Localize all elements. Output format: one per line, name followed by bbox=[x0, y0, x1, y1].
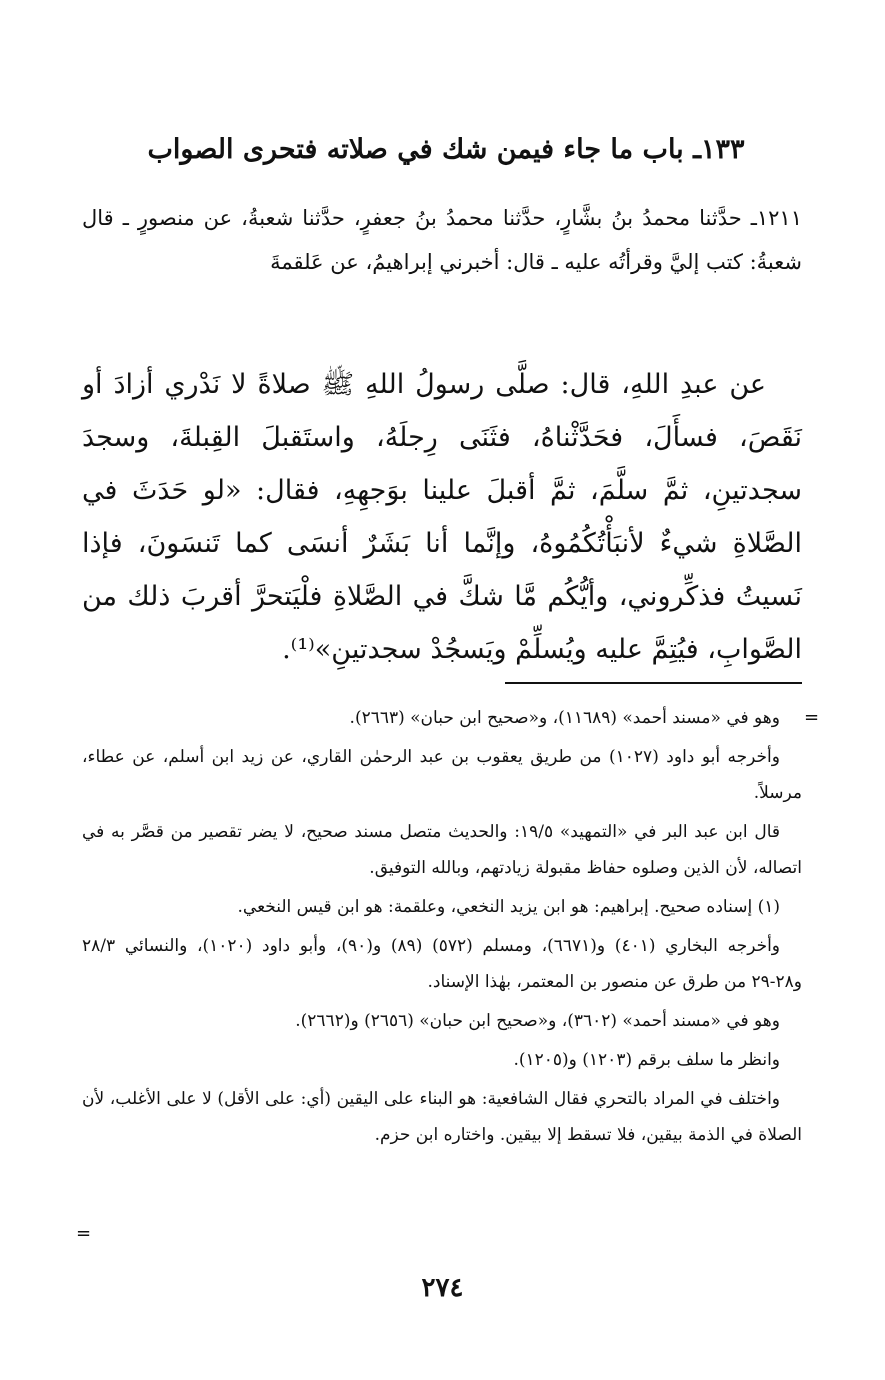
footnote-divider bbox=[505, 682, 802, 684]
hadith-matn bbox=[82, 358, 802, 676]
footnotes bbox=[82, 700, 802, 1156]
footnote-paragraph: وأخرجه أبو داود (١٠٢٧) من طريق يعقوب بن عبد الرحمٰن القاري، عن زيد ابن أسلم، عن عطاء، مرسلاً. bbox=[82, 747, 802, 803]
footnote-paragraph: وأخرجه البخاري (٤٠١) و(٦٦٧١)، ومسلم (٥٧٢) (٨٩) و(٩٠)، وأبو داود (١٠٢٠)، والنسائي ٢٨/٣ و٢٨-٢٩ من طرق عن منصور بن المعتمر، بهٰذا الإسناد. bbox=[82, 936, 802, 992]
footnote-paragraph: قال ابن عبد البر في «التمهيد» ١٩/٥: والحديث متصل مسند صحيح، لا يضر تقصير من قصَّر به في اتصاله، لأن الذين وصلوه حفاظ مقبولة زيادتهم، وبالله التوفيق. bbox=[82, 822, 802, 878]
isnad-text: ١٢١١ـ حدَّثنا محمدُ بنُ بشَّارٍ، حدَّثنا محمدُ بنُ جعفرٍ، حدَّثنا شعبةُ، عن منصورٍ ـ قال شعبةُ: كتب إليَّ وقرأتُه عليه ـ قال: أخبرني إبراهيمُ، عن عَلقمةَ bbox=[82, 206, 802, 274]
chapter-title: ١٣٣ـ باب ما جاء فيمن شك في صلاته فتحرى الصواب bbox=[147, 134, 745, 165]
footnote-paragraph: وهو في «مسند أحمد» (٣٦٠٢)، و«صحيح ابن حبان» (٢٦٥٦) و(٢٦٦٢). bbox=[295, 1011, 780, 1031]
hadith-isnad bbox=[82, 196, 802, 284]
footnote-paragraph: (١) إسناده صحيح. إبراهيم: هو ابن يزيد النخعي، وعلقمة: هو ابن قيس النخعي. bbox=[237, 897, 780, 917]
footnote-paragraph: وانظر ما سلف برقم (١٢٠٣) و(١٢٠٥). bbox=[513, 1050, 780, 1070]
footnote-paragraph: وهو في «مسند أحمد» (١١٦٨٩)، و«صحيح ابن حبان» (٢٦٦٣). bbox=[349, 708, 780, 728]
footnote-paragraph: واختلف في المراد بالتحري فقال الشافعية: هو البناء على اليقين (أي: على الأقل) لا على الأغلب، لأن الصلاة في الذمة بيقين، فلا تسقط إلا بيقين. واختاره ابن حزم. bbox=[82, 1089, 802, 1145]
matn-text: عن عبدِ اللهِ، قال: صلَّى رسولُ اللهِ ﷺ صلاةً لا نَدْري أزادَ أو نَقَصَ، فسأَلَ، فحَدَّثْناهُ، فثَنَى رِجلَهُ، واستَقبلَ القِبلةَ، وسجدَ سجدتينِ، ثمَّ سلَّمَ، ثمَّ أقبلَ علينا بوَجهِهِ، فقال: «لو حَدَثَ في الصَّلاةِ شيءٌ لأنبَأْتُكُمُوهُ، وإنَّما أنا بَشَرٌ أنسَى كما تَنسَونَ، فإذا نَسيتُ فذكِّروني، وأيُّكُم مَّا شكَّ في الصَّلاةِ فلْيَتحرَّ أقربَ ذلك من الصَّوابِ، فيُتِمَّ عليه ويُسلِّمْ ويَسجُدْ سجدتينِ»⁽¹⁾. bbox=[82, 369, 802, 665]
page-number: ٢٧٤ bbox=[421, 1273, 464, 1303]
continuation-mark-bottom: = bbox=[76, 1223, 92, 1244]
continuation-mark-top: = bbox=[804, 707, 820, 728]
